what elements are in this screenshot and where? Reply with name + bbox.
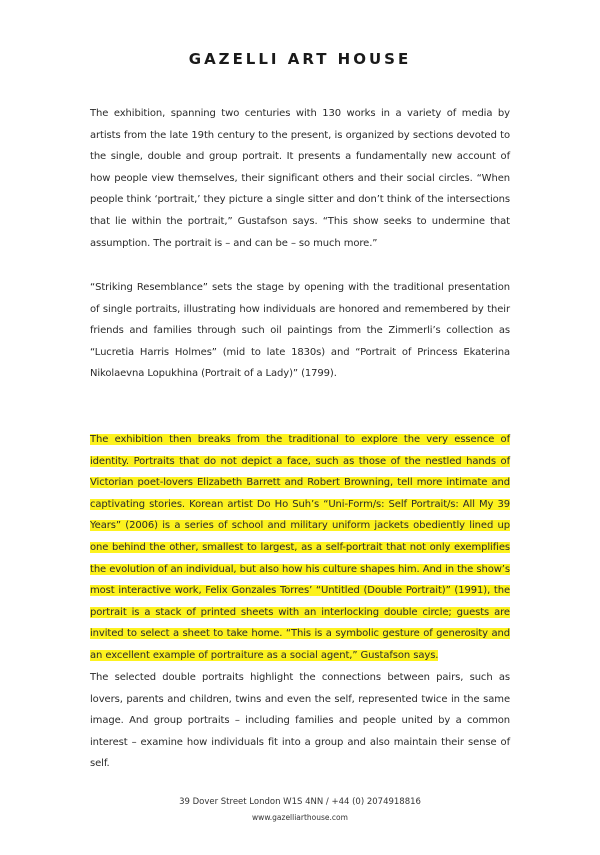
letterhead-title: GAZELLI ART HOUSE [188, 50, 412, 68]
footer-website: www.gazelliarthouse.com [252, 813, 348, 822]
paragraph-striking-resemblance: “Striking Resemblance” sets the stage by opening with the traditional presentation of single portraits, illustrating how individuals are honored and remembered by their friends and families through such oil paintings from the Zimmerli’s collection as “Lucretia Harris Holmes” (mid to late 1830s) and “Portrait of Princess Ekaterina Nikolaevna Lopukhina (Portrait of a Lady)” (1799). [90, 282, 510, 380]
paragraph-exhibition-overview: The exhibition, spanning two centuries with 130 works in a variety of media by artists from the late 19th century to the present, is organized by sections devoted to the single, double and group portrait. It presents a fundamentally new account of how people view themselves, their significant others and their social circles. “When people think ‘portrait,’ they picture a single sitter and don’t think of the intersections that lie within the portrait,” Gustafson says. “This show seeks to undermine that assumption. The portrait is – and can be – so much more.” [90, 108, 510, 249]
footer-address: 39 Dover Street London W1S 4NN / +44 (0) 2074918816 [179, 797, 421, 807]
paragraph-double-group-portraits: The selected double portraits highlight the connections between pairs, such as lovers, parents and children, twins and even the self, represented twice in the same image. And group portraits – including families and people united by a common interest – examine how individuals fit into a group and also maintain their sense of self. [90, 672, 510, 770]
paragraph-identity-highlighted [90, 429, 510, 667]
highlight-mark: The exhibition then breaks from the traditional to explore the very essence of identity. Portraits that do not depict a face, such as those of the nestled hands of Victorian poet-lovers Elizabeth Barrett and Robert Browning, tell more intimate and captivating stories. Korean artist Do Ho Suh’s “Uni-Form/s: Self Portrait/s: All My 39 Years” (2006) is a series of school and military uniform jackets obediently lined up one behind the other, smallest to largest, as a self-portrait that not only exemplifies the evolution of an individual, but also how his culture shapes him. And in the show’s most interactive work, Felix Gonzales Torres’ “Untitled (Double Portrait)” (1991), the portrait is a stack of printed sheets with an interlocking double circle; guests are invited to select a sheet to take home. “This is a symbolic gesture of generosity and an excellent example of portraiture as a social agent,” Gustafson says. [90, 434, 510, 661]
